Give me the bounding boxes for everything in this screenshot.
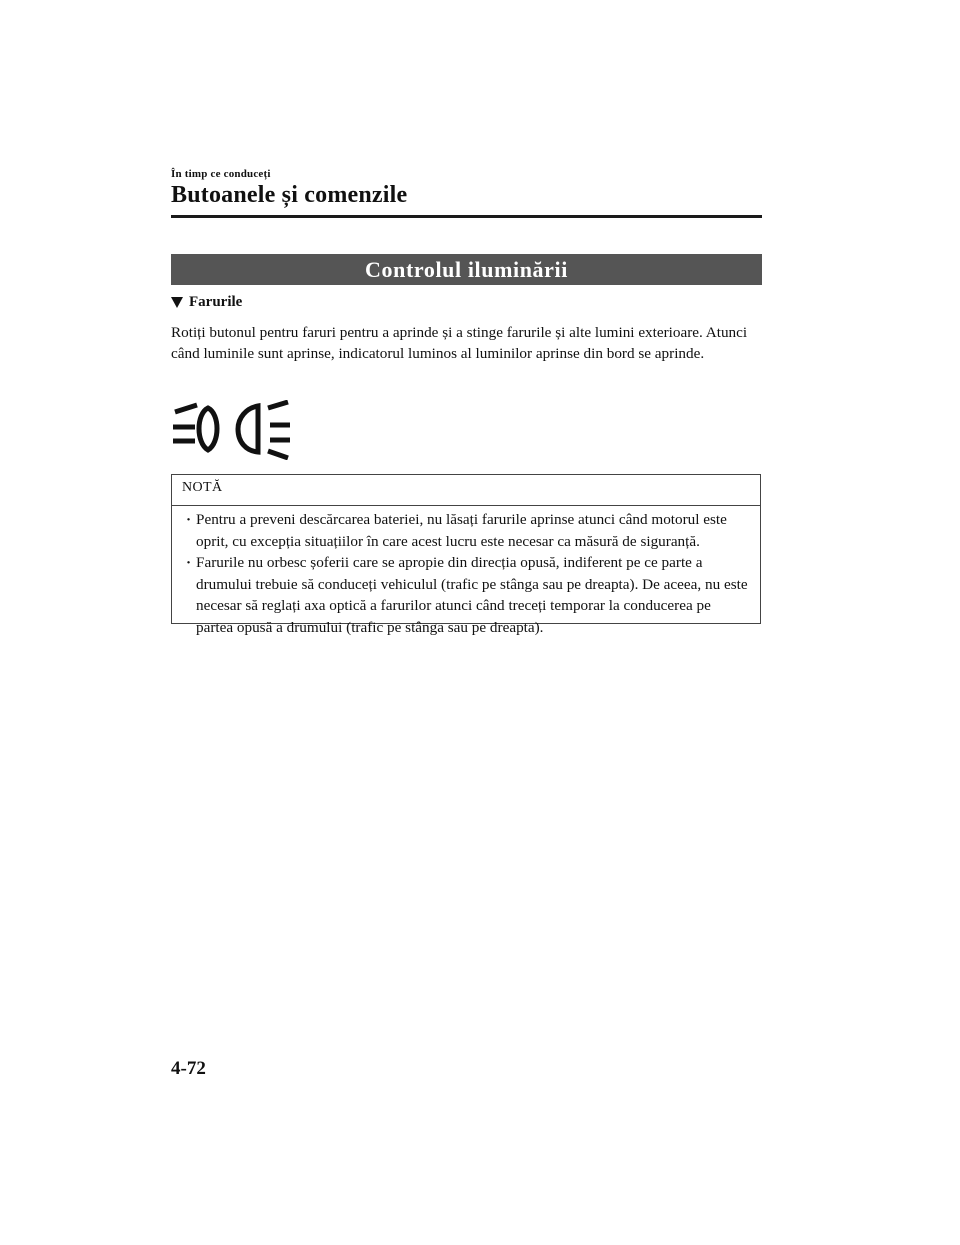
note-item-text: Pentru a preveni descărcarea bateriei, nu lăsați farurile aprinse atunci când motorul este oprit, cu excepția situațiilor în care acest lucru este necesar ca măsură de siguranță. [196, 511, 727, 550]
section-title-bar: Controlul iluminării [171, 254, 762, 285]
note-divider [172, 505, 760, 506]
note-item-text: Farurile nu orbesc șoferii care se apropie din direcția opusă, indiferent pe ce parte a drumului trebuie să conduceți vehiculul (trafic pe stânga sau pe dreapta). De aceea, nu este necesar să reglați axa optică a farurilor atunci când treceți temporar la conducerea pe partea opusă a drumului (trafic pe stânga sau pe dreapta). [196, 554, 748, 636]
chapter-kicker: În timp ce conduceți [171, 168, 271, 180]
note-box [171, 474, 761, 636]
note-item [172, 552, 757, 638]
page-title: Butoanele și comenzile [171, 182, 408, 208]
subsection-title: Farurile [189, 293, 243, 310]
page-number: 4-72 [171, 1058, 206, 1079]
body-paragraph: Rotiți butonul pentru faruri pentru a aprinde și a stinge farurile și alte lumini exterioare. Atunci când luminile sunt aprinse, indicatorul luminos al luminilor aprinse din bord se aprinde. [171, 324, 748, 362]
note-item [172, 509, 757, 552]
lights-on-indicator-icon [170, 400, 295, 460]
bullet-icon: · [186, 554, 192, 571]
bullet-icon: · [186, 511, 192, 528]
body-text [171, 322, 771, 364]
note-list [172, 509, 757, 638]
header-divider [171, 215, 762, 218]
note-label: NOTĂ [182, 480, 223, 495]
triangle-down-icon [171, 297, 183, 308]
subsection-heading [171, 292, 242, 312]
